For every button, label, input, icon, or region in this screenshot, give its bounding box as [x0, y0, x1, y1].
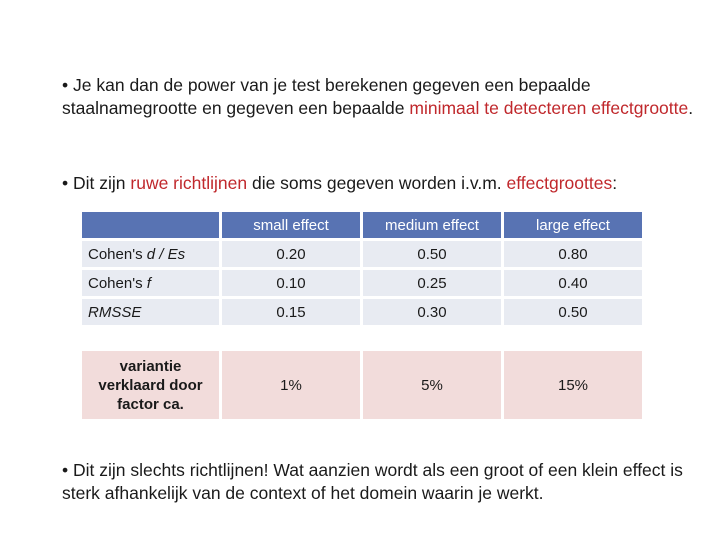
effect-size-table: [79, 209, 645, 422]
table-cell: 5%: [363, 351, 501, 419]
paragraph-power: [62, 74, 702, 120]
table-cell: 0.30: [363, 299, 501, 325]
highlight-rough-guidelines: ruwe richtlijnen: [130, 173, 248, 193]
highlight-min-effect: minimaal te detecteren effectgrootte: [409, 98, 689, 118]
row-label: [82, 241, 219, 267]
row-label: [82, 299, 219, 325]
row-label: [82, 270, 219, 296]
text-part: die soms gegeven worden i.v.m.: [247, 173, 507, 193]
table-header-row: [82, 212, 642, 238]
row-label-italic: d / Es: [146, 245, 186, 263]
table-row: [82, 299, 642, 325]
text-end: .: [688, 98, 694, 118]
table-cell: 0.80: [504, 241, 642, 267]
header-medium-effect: medium effect: [363, 212, 501, 238]
row-label-plain: Cohen's: [88, 274, 147, 292]
header-large-effect: large effect: [504, 212, 642, 238]
table-cell: 1%: [222, 351, 360, 419]
text-part: Dit zijn slechts richtlijnen! Wat aanzien wordt als een groot of een klein effect is sterk afhankelijk van de context of het domein waarin je werkt.: [62, 460, 683, 503]
table-cell: 0.40: [504, 270, 642, 296]
table-spacer-row: [82, 328, 642, 348]
spacer-cell: [363, 328, 501, 348]
bullet: •: [62, 173, 69, 193]
spacer-cell: [504, 328, 642, 348]
text-part: Je kan dan de power van je test berekenen gegeven een bepaalde staalnamegrootte en gegeven een bepaalde: [62, 75, 591, 118]
table-row: [82, 241, 642, 267]
spacer-cell: [82, 328, 219, 348]
table-cell: 0.50: [504, 299, 642, 325]
paragraph-guidelines: [62, 172, 702, 195]
header-small-effect: small effect: [222, 212, 360, 238]
table-cell: 0.20: [222, 241, 360, 267]
table-cell: 15%: [504, 351, 642, 419]
highlight-effect-sizes: effectgroottes: [506, 173, 613, 193]
header-cell-empty: [82, 212, 219, 238]
bullet: •: [62, 75, 69, 95]
spacer-cell: [222, 328, 360, 348]
variance-row: [82, 351, 642, 419]
table-cell: 0.50: [363, 241, 501, 267]
text-part: Dit zijn: [73, 173, 131, 193]
table-cell: 0.25: [363, 270, 501, 296]
bullet: •: [62, 460, 69, 480]
row-label-italic: f: [146, 274, 151, 292]
text-end: :: [612, 173, 618, 193]
row-label-italic: RMSSE: [88, 303, 142, 321]
row-label-plain: Cohen's: [88, 245, 147, 263]
paragraph-context: [62, 459, 702, 505]
variance-row-label: variantie verklaard door factor ca.: [82, 351, 219, 419]
table-row: [82, 270, 642, 296]
table-cell: 0.15: [222, 299, 360, 325]
table-cell: 0.10: [222, 270, 360, 296]
